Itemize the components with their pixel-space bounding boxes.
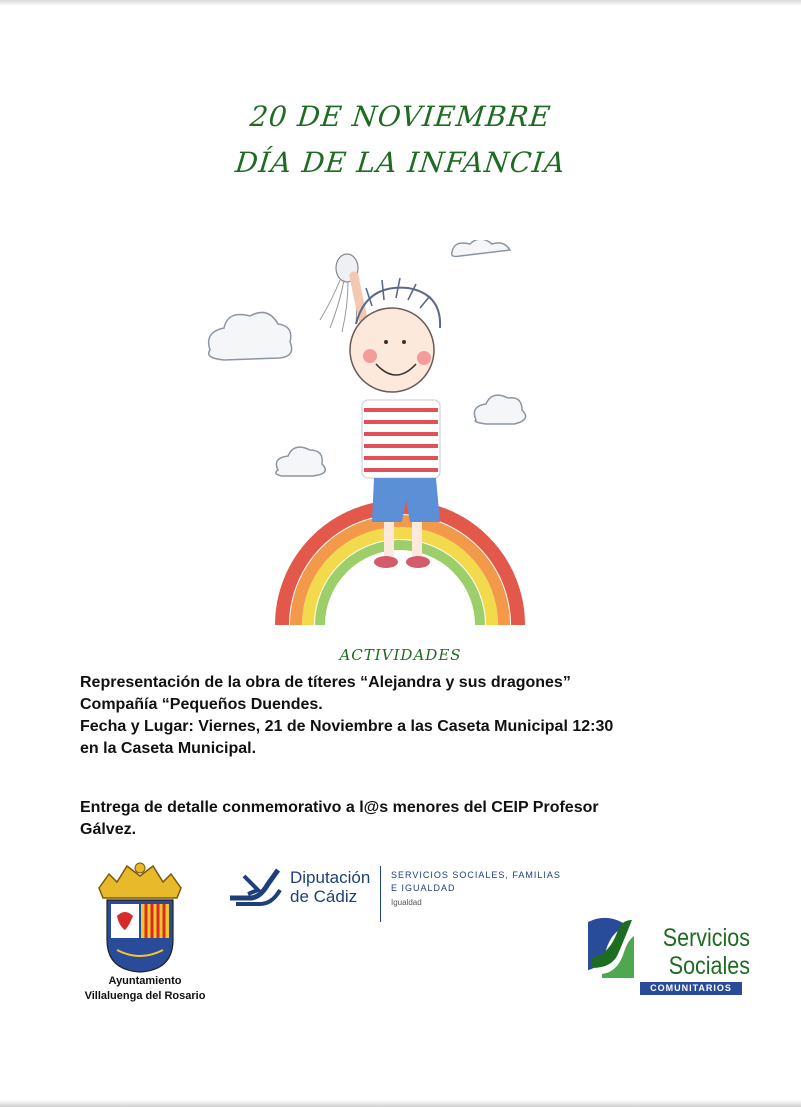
ayuntamiento-label: Ayuntamiento — [108, 975, 182, 987]
scan-edge-bottom — [0, 1100, 801, 1107]
ayuntamiento-caption — [70, 974, 220, 1004]
ss-line2: Sociales — [668, 952, 750, 980]
activity-line: Gálvez. — [80, 821, 137, 838]
diputacion-line1: Diputación — [290, 868, 371, 887]
poster-title-date: 20 DE NOVIEMBRE — [248, 100, 553, 133]
activities-heading: ACTIVIDADES — [339, 646, 462, 664]
diputacion-department — [391, 869, 561, 895]
diputacion-sub1: SERVICIOS SOCIALES, FAMILIAS — [391, 870, 561, 880]
diputacion-name — [290, 868, 370, 906]
activity-line: Compañía “Pequeños Duendes. — [80, 696, 323, 713]
diputacion-divider — [380, 866, 381, 922]
servicios-sociales-logo-mark — [582, 912, 638, 982]
activity-line: en la Caseta Municipal. — [80, 740, 257, 757]
cloud — [209, 312, 292, 360]
ayuntamiento-crest-logo — [93, 858, 187, 976]
diputacion-logo-mark — [228, 868, 286, 908]
cloud — [452, 240, 510, 257]
balloon — [320, 254, 358, 332]
comunitarios-bar: COMUNITARIOS — [640, 982, 742, 995]
servicios-sociales-name — [655, 924, 750, 980]
activity-line: Representación de la obra de títeres “Alejandra y sus dragones” — [80, 674, 571, 691]
diputacion-sub3: Igualdad — [391, 898, 422, 907]
rainbow — [282, 507, 518, 625]
cloud — [276, 447, 326, 476]
child-rainbow-illustration — [200, 240, 540, 625]
poster-title-event: DÍA DE LA INFANCIA — [233, 146, 568, 179]
diputacion-line2: de Cádiz — [290, 887, 358, 906]
activity-line: Entrega de detalle conmemorativo a l@s menores del CEIP Profesor — [80, 799, 599, 816]
scan-edge-top — [0, 0, 801, 6]
diputacion-sub2: E IGUALDAD — [391, 883, 456, 893]
ayuntamiento-town: Villaluenga del Rosario — [84, 990, 206, 1002]
activity-line: Fecha y Lugar: Viernes, 21 de Noviembre a las Caseta Municipal 12:30 — [80, 718, 614, 735]
ss-line1: Servicios — [662, 924, 750, 952]
cloud — [474, 395, 525, 424]
